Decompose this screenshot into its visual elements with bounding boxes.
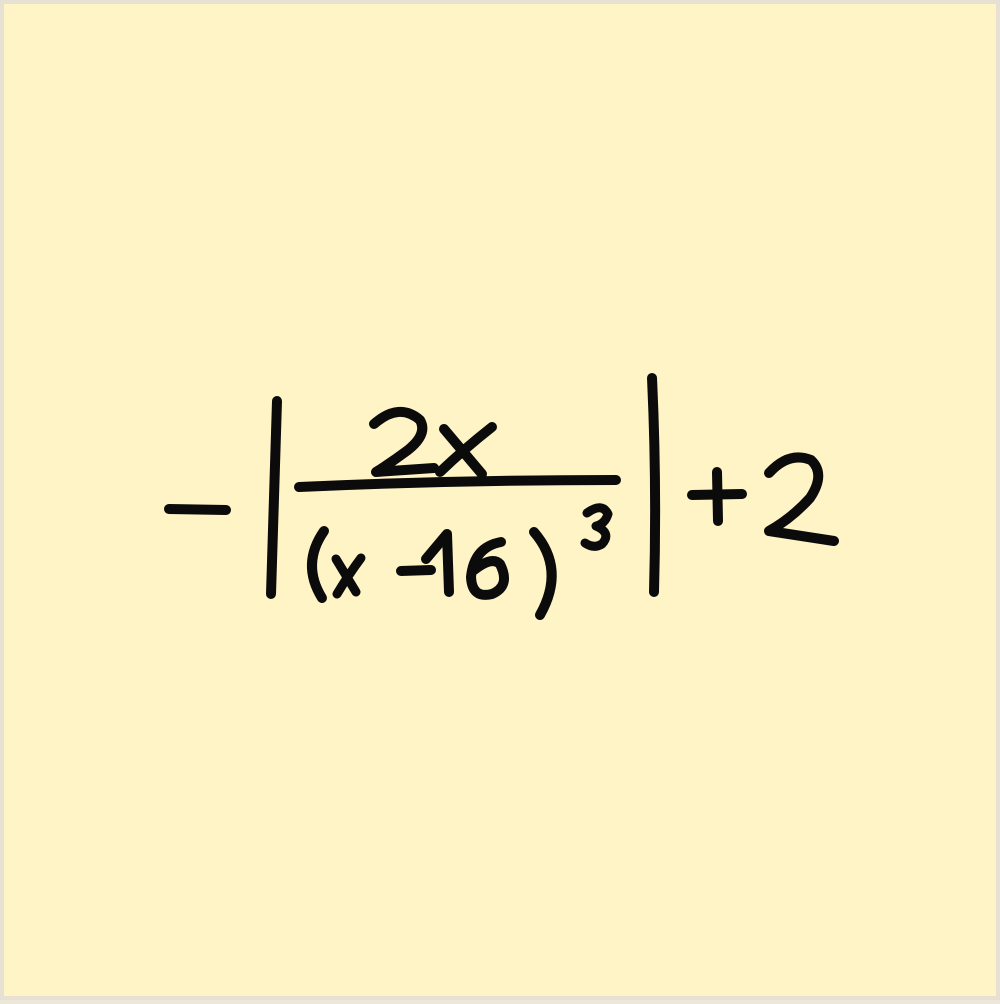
denominator-digit-6 [471,542,504,595]
fraction-bar [299,480,616,487]
abs-bar-right [652,378,655,592]
exponent-digit-3 [585,508,608,547]
numerator-digit-2 [374,412,434,472]
leading-minus-sign [169,509,226,510]
denominator-open-paren [312,531,324,598]
plus-sign [692,472,742,521]
abs-bar-left [271,401,277,594]
trailing-digit-2 [769,457,834,541]
denominator-minus-sign [401,570,431,571]
denominator-digit-1 [426,534,449,592]
denominator-variable-x [336,558,361,594]
denominator-close-paren [534,532,552,615]
numerator-variable-x [440,427,492,474]
handwritten-expression [4,4,1000,1004]
